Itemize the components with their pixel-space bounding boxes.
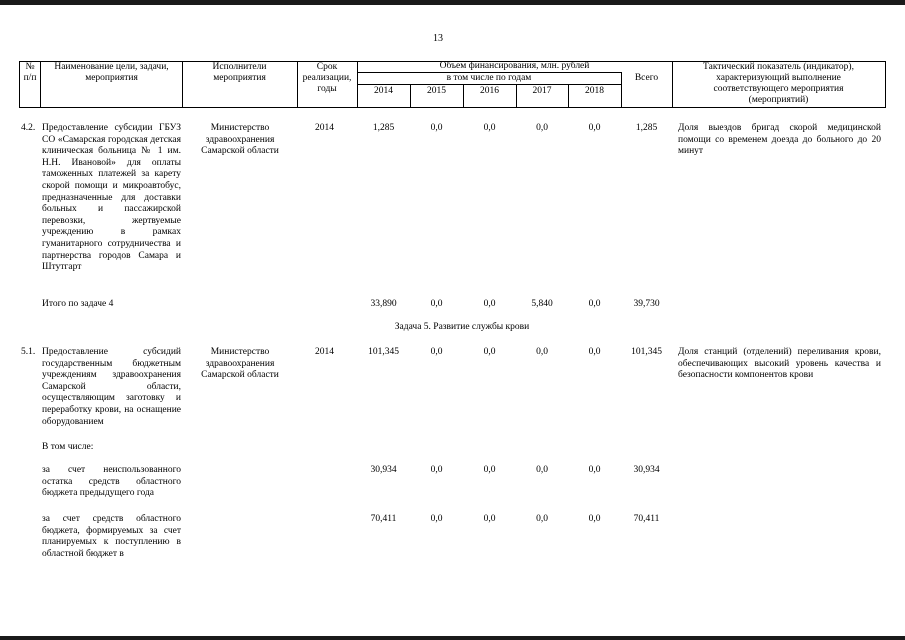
row-indicator: Доля станций (отделений) переливания крови, обеспечивающих высокий уровень качества и безопасности компонентов крови [678,347,881,381]
header-year-2017: 2017 [532,86,552,96]
row-value-2017: 0,0 [536,347,548,357]
row-value-2016: 0,0 [483,299,496,309]
header-year-2015: 2015 [427,86,446,96]
row-value-2015: 0,0 [430,465,443,475]
row-value-2015: 0,0 [430,514,443,524]
row-value-2017: 0,0 [536,465,548,475]
row-name: Предоставление субсидии ГБУЗ СО «Самарская городская детская клиническая больница № 1 им. Н.Н. Ивановой» для оплаты таможенных платежей за карету скорой помощи и микроавтобус, предназначенные для доставки больных и пассажирской перевозки, жертвуемые учреждению в рамках гуманитарного сотрудничества и партнерства городов Самара и Штутгарт [42,123,181,273]
row-value-2017: 0,0 [536,514,548,524]
row-value-2016: 0,0 [483,514,496,524]
row-value-2018: 0,0 [588,514,601,524]
header-total: Всего [634,73,659,83]
row-value-2014: 30,934 [370,465,397,475]
row-value-2018: 0,0 [588,299,601,309]
row-executor: Министерство здравоохранения Самарской области [201,123,279,157]
header-year-2016: 2016 [480,86,499,96]
row-value-2014: 33,890 [370,299,397,309]
row-value-2017: 0,0 [536,123,548,133]
row-number: 5.1. [21,347,36,357]
row-total: 39,730 [633,299,660,309]
row-total: 101,345 [631,347,662,357]
row-value-2018: 0,0 [588,123,601,133]
header-name: Наименование цели, задачи, мероприятия [54,62,169,83]
header-year-2014: 2014 [374,86,393,96]
row-total: 1,285 [635,123,658,133]
row-value-2016: 0,0 [483,123,496,133]
task-5-heading: Задача 5. Развитие службы крови [394,322,530,332]
header-by-years: в том числе по годам [446,73,532,83]
row-value-2014: 1,285 [372,123,395,133]
row-name: Итого по задаче 4 [42,299,114,309]
row-value-2018: 0,0 [588,465,601,475]
row-term: 2014 [315,347,334,357]
row-value-2017: 5,840 [531,299,553,309]
header-term: Срок реализации, годы [302,62,352,94]
header-num: № п/п [23,62,37,83]
row-indicator: Доля выездов бригад скорой медицинской помощи со временем доезда до больного до 20 минут [678,123,881,157]
including-label: В том числе: [42,442,94,452]
row-value-2015: 0,0 [430,123,443,133]
header-indicator: Тактический показатель (индикатор), характеризующий выполнение соответствующего мероприятия (мероприятий) [703,62,854,105]
row-name: Предоставление субсидий государственным бюджетным учреждениям здравоохранения Самарской области, осуществляющим заготовку и переработку крови, на оснащение оборудованием [42,347,181,427]
row-value-2016: 0,0 [483,347,496,357]
header-funding-title: Объем финансирования, млн. рублей [439,61,590,71]
row-term: 2014 [315,123,334,133]
row-value-2015: 0,0 [430,299,443,309]
header-executors: Исполнители мероприятия [212,62,267,83]
row-value-2014: 101,345 [368,347,399,357]
row-name: за счет неиспользованного остатка средств областного бюджета предыдущего года [42,465,181,499]
row-total: 70,411 [633,514,660,524]
row-name: за счет средств областного бюджета, формируемых за счет планируемых к поступлению в областной бюджет в [42,514,181,559]
row-value-2018: 0,0 [588,347,601,357]
row-executor: Министерство здравоохранения Самарской области [201,347,279,381]
page-number: 13 [433,33,443,44]
header-year-2018: 2018 [585,86,604,96]
bottom-border [0,636,905,640]
row-total: 30,934 [633,465,660,475]
row-value-2015: 0,0 [430,347,443,357]
row-value-2014: 70,411 [370,514,397,524]
row-value-2016: 0,0 [483,465,496,475]
row-number: 4.2. [21,123,36,133]
top-border [0,0,905,5]
